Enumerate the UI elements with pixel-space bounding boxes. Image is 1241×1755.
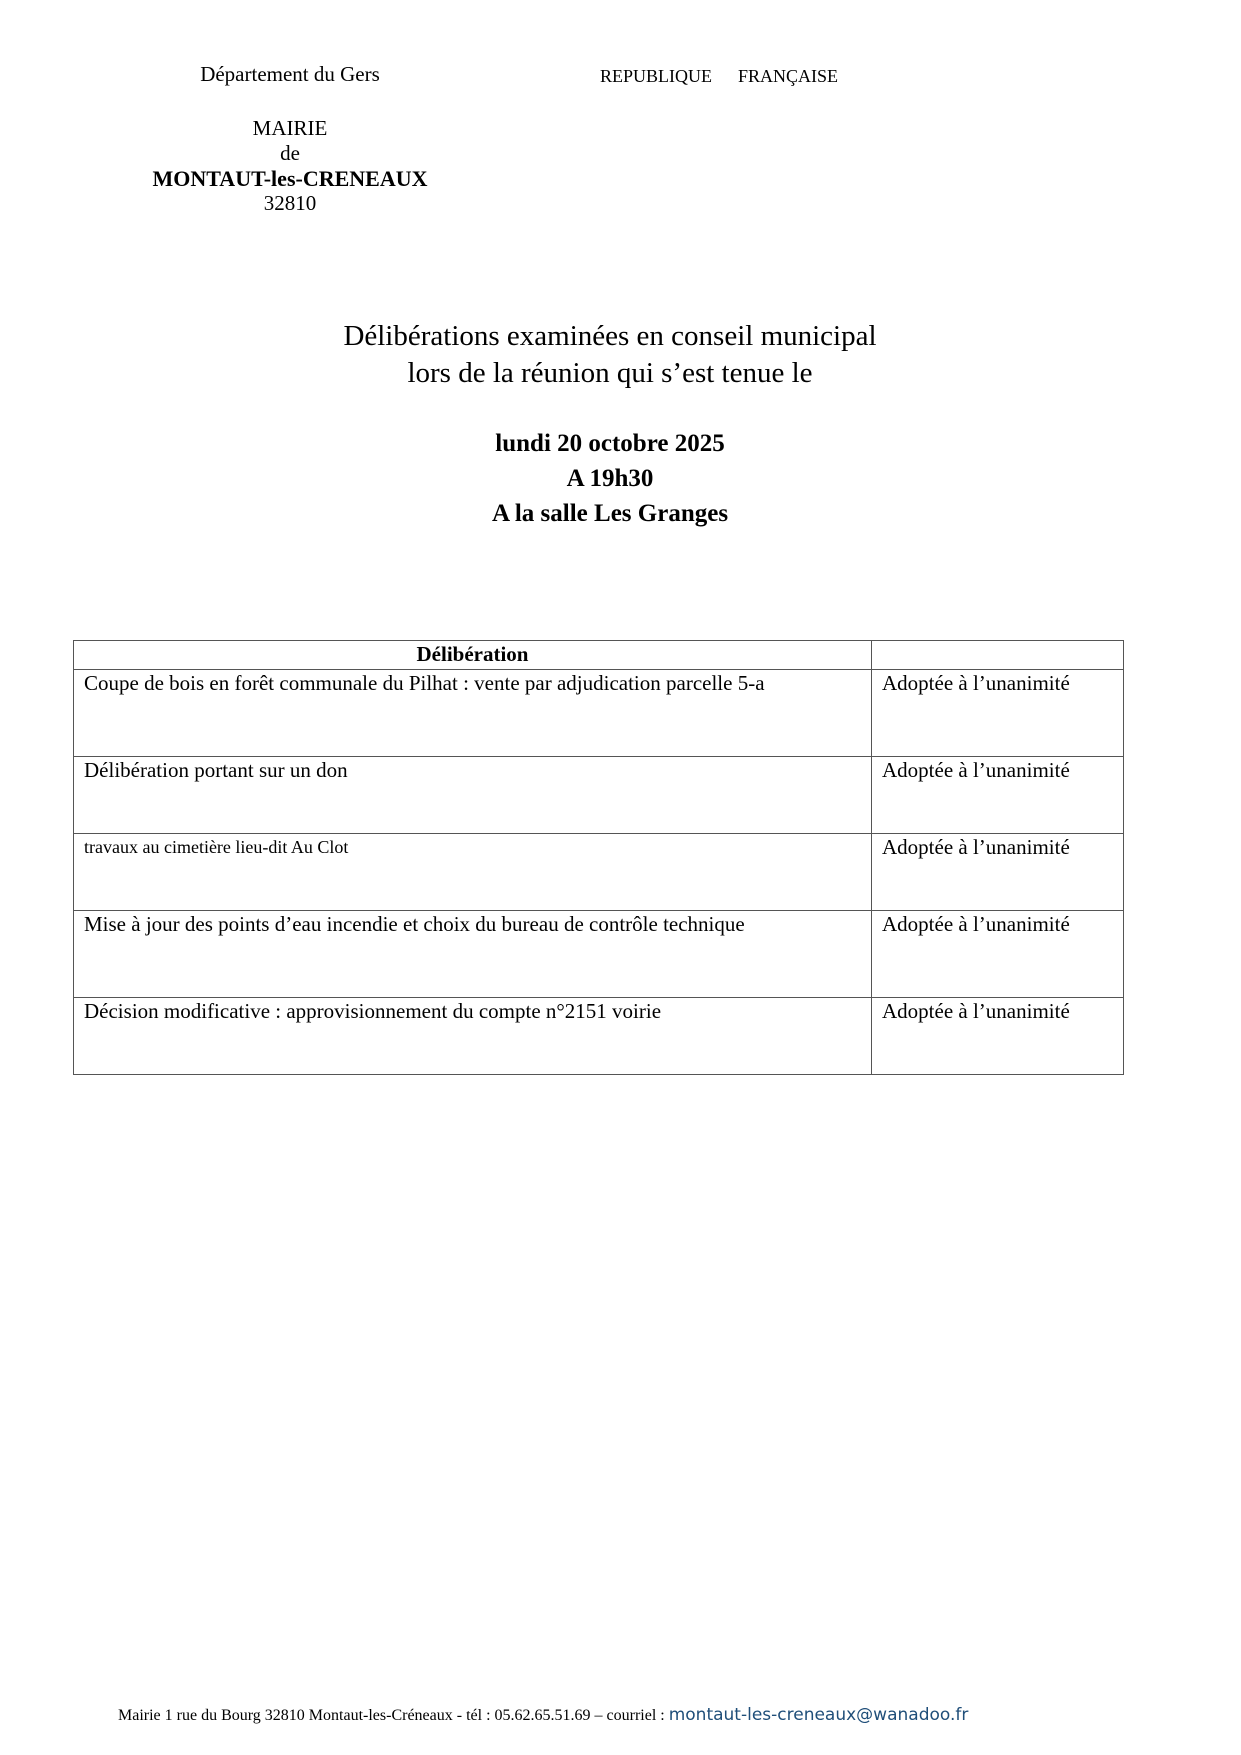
department-label: Département du Gers: [200, 62, 380, 86]
meeting-time: A 19h30: [566, 465, 654, 492]
result-cell: Adoptée à l’unanimité: [872, 834, 1124, 911]
deliberation-cell: Coupe de bois en forêt communale du Pilhat : vente par adjudication parcelle 5-a: [74, 670, 872, 757]
deliberation-cell: Délibération portant sur un don: [74, 757, 872, 834]
meeting-info: [340, 426, 880, 531]
commune-name: MONTAUT-les-CRENEAUX: [152, 166, 428, 191]
deliberations-table: [73, 640, 1124, 1075]
mairie-label: MAIRIE: [252, 116, 328, 140]
meeting-date: lundi 20 octobre 2025: [495, 430, 725, 457]
table-header-row: [74, 641, 1124, 670]
result-cell: Adoptée à l’unanimité: [872, 757, 1124, 834]
republic-label: [600, 66, 864, 87]
result-cell: Adoptée à l’unanimité: [872, 998, 1124, 1075]
footer-address: Mairie 1 rue du Bourg 32810 Montaut-les-Créneaux - tél : 05.62.65.51.69 – courriel :: [118, 1707, 669, 1724]
postal-code: 32810: [263, 191, 317, 215]
table-row: [74, 911, 1124, 998]
francaise-word: FRANÇAISE: [738, 66, 839, 86]
deliberation-cell: travaux au cimetière lieu-dit Au Clot: [74, 834, 872, 911]
deliberation-cell: Décision modificative : approvisionnement du compte n°2151 voirie: [74, 998, 872, 1075]
footer: [118, 1705, 968, 1725]
de-label: de: [280, 141, 300, 165]
deliberation-cell: Mise à jour des points d’eau incendie et choix du bureau de contrôle technique: [74, 911, 872, 998]
title-line-2: lors de la réunion qui s’est tenue le: [407, 357, 813, 389]
meeting-place: A la salle Les Granges: [491, 500, 729, 527]
table-row: [74, 998, 1124, 1075]
result-cell: Adoptée à l’unanimité: [872, 911, 1124, 998]
header-result: [872, 641, 1124, 670]
result-cell: Adoptée à l’unanimité: [872, 670, 1124, 757]
header-deliberation: Délibération: [74, 641, 872, 670]
republic-word: REPUBLIQUE: [600, 66, 712, 86]
table-row: [74, 834, 1124, 911]
footer-email-link[interactable]: montaut-les-creneaux@wanadoo.fr: [668, 1705, 969, 1725]
title-line-1: Délibérations examinées en conseil municipal: [343, 320, 877, 352]
table-row: [74, 757, 1124, 834]
page-title: [240, 318, 980, 392]
mairie-block: [100, 116, 480, 216]
table-row: [74, 670, 1124, 757]
